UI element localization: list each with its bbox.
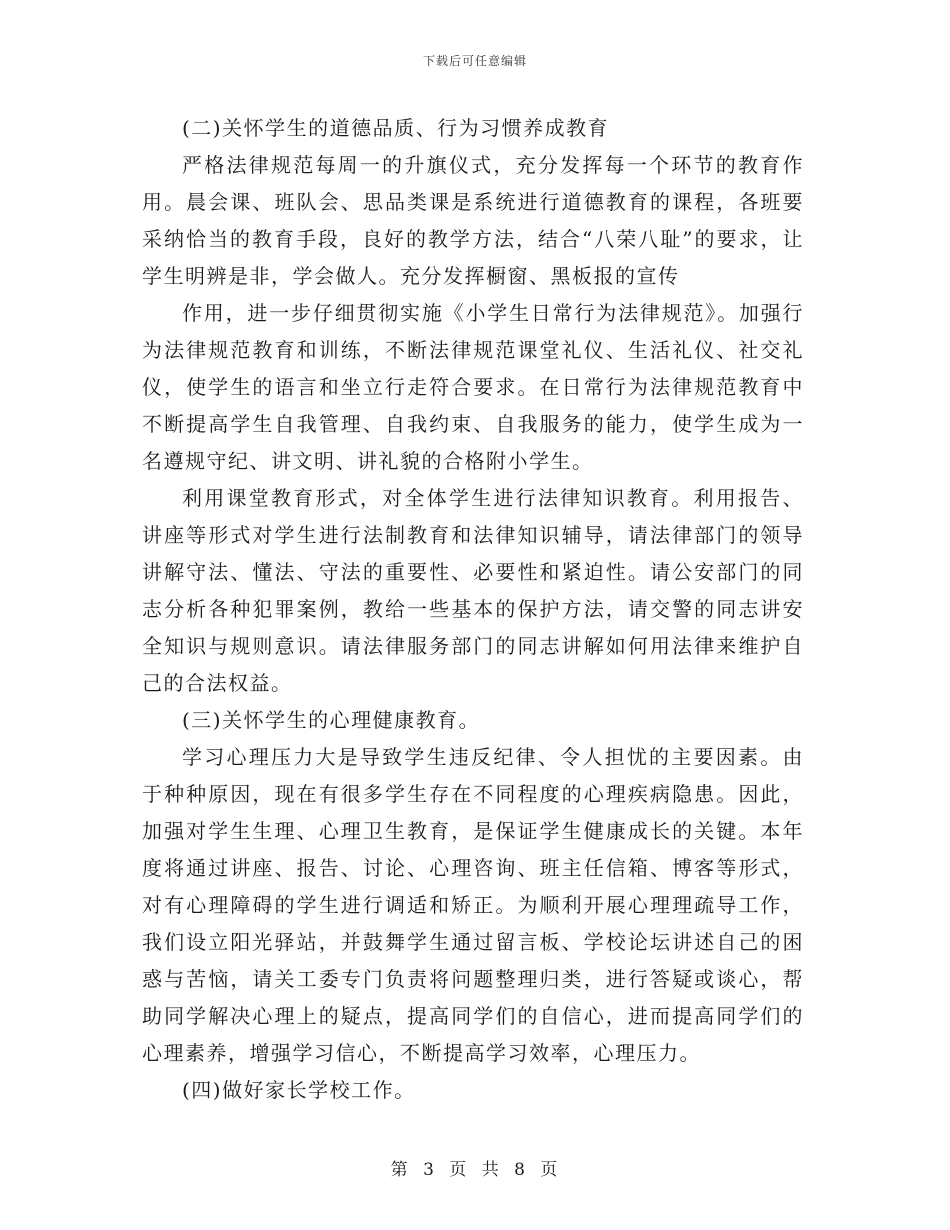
section-heading-2: (二)关怀学生的道德品质、行为习惯养成教育 <box>182 116 610 140</box>
document-body <box>142 110 804 1109</box>
paragraph: 严格法律规范每周一的升旗仪式，充分发挥每一个环节的教育作用。晨会课、班队会、思品类课是系统进行道德教育的课程，各班要采纳恰当的教育手段，良好的教学方法，结合“八荣八耻”的要求，让学生明辨是非，学会做人。充分发挥橱窗、黑板报的宣传 <box>142 153 804 288</box>
page-header: 下载后可任意编辑 <box>422 54 527 68</box>
paragraph: 学习心理压力大是导致学生违反纪律、令人担忧的主要因素。由于种种原因，现在有很多学生存在不同程度的心理疾病隐患。因此，加强对学生生理、心理卫生教育，是保证学生健康成长的关键。本年度将通过讲座、报告、讨论、心理咨询、班主任信箱、博客等形式，对有心理障碍的学生进行调适和矫正。为顺利开展心理理疏导工作，我们设立阳光驿站，并鼓舞学生通过留言板、学校论坛讲述自己的困惑与苦恼，请关工委专门负责将问题整理归类，进行答疑或谈心，帮助同学解决心理上的疑点，提高同学们的自信心，进而提高同学们的心理素养，增强学习信心，不断提高学习效率，心理压力。 <box>142 745 804 1065</box>
page-number: 第 3 页 共 8 页 <box>390 1160 560 1180</box>
paragraph: 利用课堂教育形式，对全体学生进行法律知识教育。利用报告、讲座等形式对学生进行法制教育和法律知识辅导，请法律部门的领导讲解守法、懂法、守法的重要性、必要性和紧迫性。请公安部门的同志分析各种犯罪案例，教给一些基本的保护方法，请交警的同志讲安全知识与规则意识。请法律服务部门的同志讲解如何用法律来维护自己的合法权益。 <box>142 486 804 695</box>
paragraph: 作用，进一步仔细贯彻实施《小学生日常行为法律规范》。加强行为法律规范教育和训练，不断法律规范课堂礼仪、生活礼仪、社交礼仪，使学生的语言和坐立行走符合要求。在日常行为法律规范教育中不断提高学生自我管理、自我约束、自我服务的能力，使学生成为一名遵规守纪、讲文明、讲礼貌的合格附小学生。 <box>142 301 804 473</box>
section-heading-4: (四)做好家长学校工作。 <box>182 1078 416 1102</box>
section-heading-3: (三)关怀学生的心理健康教育。 <box>182 708 481 732</box>
